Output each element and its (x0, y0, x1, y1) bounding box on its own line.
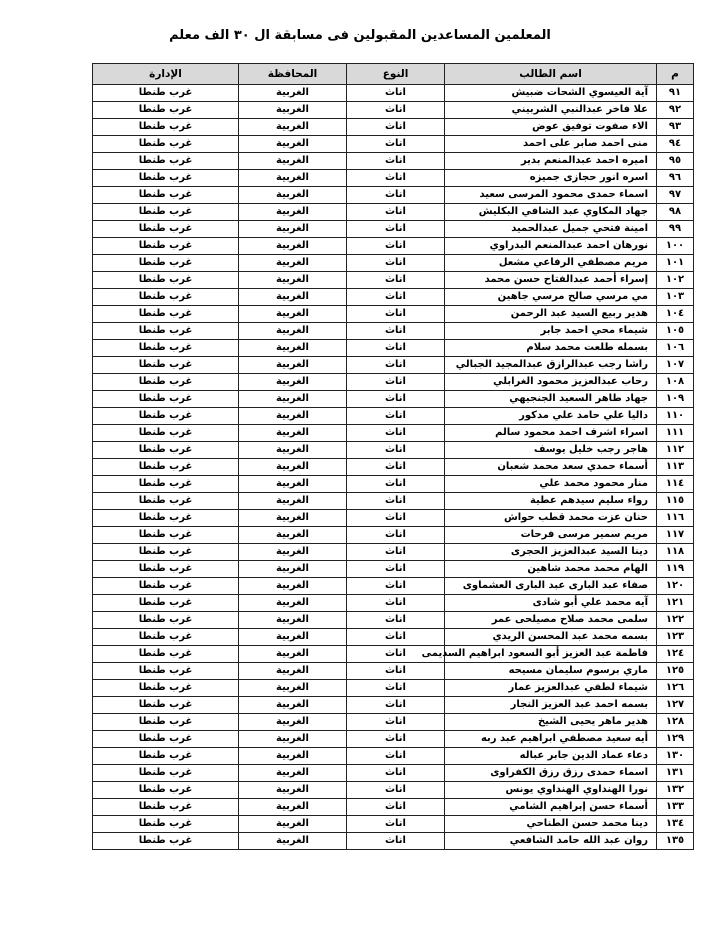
row-number-cell: ١١٩ (657, 561, 694, 578)
table-row (93, 816, 694, 833)
table-row (93, 833, 694, 850)
row-number-cell: ١٢٤ (657, 646, 694, 663)
row-number-cell: ١٣٠ (657, 748, 694, 765)
student-name-cell: صفاء عبد البارى عبد البارى العشماوى (445, 578, 657, 595)
student-name-cell: شيماء محي احمد جابر (445, 323, 657, 340)
administration-cell: غرب طنطا (93, 578, 239, 595)
table-header-row (93, 64, 694, 85)
administration-cell: غرب طنطا (93, 714, 239, 731)
administration-cell: غرب طنطا (93, 782, 239, 799)
administration-cell: غرب طنطا (93, 221, 239, 238)
student-name-cell: الهام محمد محمد شاهين (445, 561, 657, 578)
governorate-cell: الغربية (239, 238, 347, 255)
student-name-cell: رواء سليم سيدهم عطية (445, 493, 657, 510)
student-name-cell: حنان عزت محمد قطب حواش (445, 510, 657, 527)
row-number-cell: ١٢٥ (657, 663, 694, 680)
governorate-cell: الغربية (239, 663, 347, 680)
row-number-cell: ١٣٣ (657, 799, 694, 816)
row-number-cell: ١١٨ (657, 544, 694, 561)
administration-cell: غرب طنطا (93, 306, 239, 323)
student-name-cell: منار محمود محمد علي (445, 476, 657, 493)
gender-cell: اناث (347, 204, 445, 221)
gender-cell: اناث (347, 289, 445, 306)
administration-cell: غرب طنطا (93, 289, 239, 306)
student-name-cell: سلمى محمد صلاح مصيلحى عمر (445, 612, 657, 629)
student-name-cell: فاطمة عبد العزيز أبو السعود ابراهيم السديمى (445, 646, 657, 663)
row-number-cell: ١٢٧ (657, 697, 694, 714)
administration-cell: غرب طنطا (93, 493, 239, 510)
table-row (93, 340, 694, 357)
governorate-cell: الغربية (239, 629, 347, 646)
table-row (93, 306, 694, 323)
row-number-cell: ١١٥ (657, 493, 694, 510)
gender-cell: اناث (347, 697, 445, 714)
header-administration: الإدارة (93, 64, 239, 85)
gender-cell: اناث (347, 425, 445, 442)
gender-cell: اناث (347, 119, 445, 136)
governorate-cell: الغربية (239, 136, 347, 153)
gender-cell: اناث (347, 459, 445, 476)
gender-cell: اناث (347, 272, 445, 289)
administration-cell: غرب طنطا (93, 765, 239, 782)
gender-cell: اناث (347, 731, 445, 748)
student-name-cell: اسره انور حجازى جميزه (445, 170, 657, 187)
table-row (93, 799, 694, 816)
row-number-cell: ١٣٢ (657, 782, 694, 799)
administration-cell: غرب طنطا (93, 136, 239, 153)
table-row (93, 748, 694, 765)
row-number-cell: ١٢٢ (657, 612, 694, 629)
row-number-cell: ١١٣ (657, 459, 694, 476)
gender-cell: اناث (347, 136, 445, 153)
student-name-cell: منى احمد صابر على احمد (445, 136, 657, 153)
governorate-cell: الغربية (239, 221, 347, 238)
student-name-cell: إسراء أحمد عبدالفتاح حسن محمد (445, 272, 657, 289)
governorate-cell: الغربية (239, 816, 347, 833)
governorate-cell: الغربية (239, 612, 347, 629)
table-row (93, 765, 694, 782)
table-row (93, 680, 694, 697)
table-row (93, 136, 694, 153)
gender-cell: اناث (347, 799, 445, 816)
table-row (93, 153, 694, 170)
row-number-cell: ١١٤ (657, 476, 694, 493)
table-row (93, 595, 694, 612)
student-name-cell: اميره احمد عبدالمنعم بدير (445, 153, 657, 170)
gender-cell: اناث (347, 238, 445, 255)
gender-cell: اناث (347, 816, 445, 833)
administration-cell: غرب طنطا (93, 510, 239, 527)
gender-cell: اناث (347, 306, 445, 323)
table-row (93, 221, 694, 238)
table-row (93, 663, 694, 680)
administration-cell: غرب طنطا (93, 476, 239, 493)
gender-cell: اناث (347, 765, 445, 782)
administration-cell: غرب طنطا (93, 612, 239, 629)
student-name-cell: دينا السيد عبدالعزيز الحجرى (445, 544, 657, 561)
student-name-cell: علا فاخر عبدالنبي الشربيني (445, 102, 657, 119)
row-number-cell: ١٢٣ (657, 629, 694, 646)
student-name-cell: نورهان احمد عبدالمنعم البدراوي (445, 238, 657, 255)
gender-cell: اناث (347, 629, 445, 646)
row-number-cell: ٩٢ (657, 102, 694, 119)
administration-cell: غرب طنطا (93, 663, 239, 680)
gender-cell: اناث (347, 323, 445, 340)
administration-cell: غرب طنطا (93, 170, 239, 187)
row-number-cell: ١٠٦ (657, 340, 694, 357)
governorate-cell: الغربية (239, 289, 347, 306)
administration-cell: غرب طنطا (93, 697, 239, 714)
table-row (93, 646, 694, 663)
administration-cell: غرب طنطا (93, 527, 239, 544)
table-row (93, 697, 694, 714)
administration-cell: غرب طنطا (93, 816, 239, 833)
administration-cell: غرب طنطا (93, 425, 239, 442)
governorate-cell: الغربية (239, 527, 347, 544)
table-row (93, 459, 694, 476)
row-number-cell: ١٣٤ (657, 816, 694, 833)
header-number: م (657, 64, 694, 85)
governorate-cell: الغربية (239, 170, 347, 187)
governorate-cell: الغربية (239, 544, 347, 561)
header-gender: النوع (347, 64, 445, 85)
governorate-cell: الغربية (239, 765, 347, 782)
student-name-cell: هدير ماهر يحيى الشيخ (445, 714, 657, 731)
row-number-cell: ١٠٣ (657, 289, 694, 306)
row-number-cell: ١٠٢ (657, 272, 694, 289)
gender-cell: اناث (347, 595, 445, 612)
row-number-cell: ١٣٥ (657, 833, 694, 850)
governorate-cell: الغربية (239, 374, 347, 391)
student-name-cell: دينا محمد حسن الطناحي (445, 816, 657, 833)
gender-cell: اناث (347, 442, 445, 459)
student-name-cell: داليا علي حامد علي مدكور (445, 408, 657, 425)
administration-cell: غرب طنطا (93, 187, 239, 204)
governorate-cell: الغربية (239, 204, 347, 221)
administration-cell: غرب طنطا (93, 629, 239, 646)
gender-cell: اناث (347, 255, 445, 272)
table-body (93, 85, 694, 850)
student-name-cell: آية العيسوي الشحات ضبيش (445, 85, 657, 102)
gender-cell: اناث (347, 527, 445, 544)
administration-cell: غرب طنطا (93, 255, 239, 272)
gender-cell: اناث (347, 833, 445, 850)
table-row (93, 323, 694, 340)
administration-cell: غرب طنطا (93, 238, 239, 255)
administration-cell: غرب طنطا (93, 442, 239, 459)
gender-cell: اناث (347, 340, 445, 357)
table-row (93, 391, 694, 408)
student-name-cell: أسماء حمدي سعد محمد شعبان (445, 459, 657, 476)
governorate-cell: الغربية (239, 153, 347, 170)
row-number-cell: ١٠٩ (657, 391, 694, 408)
governorate-cell: الغربية (239, 323, 347, 340)
student-name-cell: الاء صفوت توفيق عوض (445, 119, 657, 136)
student-name-cell: مريم سمير مرسى فرحات (445, 527, 657, 544)
governorate-cell: الغربية (239, 442, 347, 459)
gender-cell: اناث (347, 102, 445, 119)
table-row (93, 119, 694, 136)
administration-cell: غرب طنطا (93, 595, 239, 612)
student-name-cell: جهاد المكاوي عبد الشافي البكليش (445, 204, 657, 221)
administration-cell: غرب طنطا (93, 272, 239, 289)
row-number-cell: ٩٣ (657, 119, 694, 136)
administration-cell: غرب طنطا (93, 408, 239, 425)
gender-cell: اناث (347, 476, 445, 493)
gender-cell: اناث (347, 85, 445, 102)
row-number-cell: ٩٧ (657, 187, 694, 204)
student-name-cell: امينة فتحي جميل عبدالحميد (445, 221, 657, 238)
governorate-cell: الغربية (239, 255, 347, 272)
governorate-cell: الغربية (239, 680, 347, 697)
administration-cell: غرب طنطا (93, 833, 239, 850)
governorate-cell: الغربية (239, 595, 347, 612)
row-number-cell: ١٣١ (657, 765, 694, 782)
administration-cell: غرب طنطا (93, 680, 239, 697)
gender-cell: اناث (347, 561, 445, 578)
gender-cell: اناث (347, 680, 445, 697)
table-row (93, 442, 694, 459)
row-number-cell: ١٢٨ (657, 714, 694, 731)
governorate-cell: الغربية (239, 714, 347, 731)
row-number-cell: ١٢٠ (657, 578, 694, 595)
student-name-cell: آيه محمد علي أبو شادى (445, 595, 657, 612)
gender-cell: اناث (347, 646, 445, 663)
administration-cell: غرب طنطا (93, 85, 239, 102)
row-number-cell: ٩٩ (657, 221, 694, 238)
administration-cell: غرب طنطا (93, 391, 239, 408)
governorate-cell: الغربية (239, 697, 347, 714)
governorate-cell: الغربية (239, 306, 347, 323)
student-name-cell: ماري برسوم سليمان مسيحه (445, 663, 657, 680)
table-row (93, 782, 694, 799)
table-row (93, 578, 694, 595)
governorate-cell: الغربية (239, 731, 347, 748)
row-number-cell: ١٠٠ (657, 238, 694, 255)
administration-cell: غرب طنطا (93, 748, 239, 765)
gender-cell: اناث (347, 493, 445, 510)
student-name-cell: بسمله طلعت محمد سلام (445, 340, 657, 357)
page-title: المعلمين المساعدين المقبولين فى مسابقة ال ٣٠ الف معلم (169, 28, 551, 43)
table-row (93, 272, 694, 289)
gender-cell: اناث (347, 408, 445, 425)
administration-cell: غرب طنطا (93, 731, 239, 748)
table-row (93, 544, 694, 561)
administration-cell: غرب طنطا (93, 102, 239, 119)
governorate-cell: الغربية (239, 340, 347, 357)
gender-cell: اناث (347, 612, 445, 629)
student-name-cell: اسماء حمدى رزق رزق الكفراوى (445, 765, 657, 782)
table-row (93, 238, 694, 255)
administration-cell: غرب طنطا (93, 204, 239, 221)
student-name-cell: بسمه احمد عبد العزيز النجار (445, 697, 657, 714)
gender-cell: اناث (347, 663, 445, 680)
row-number-cell: ١٠٤ (657, 306, 694, 323)
table-row (93, 714, 694, 731)
administration-cell: غرب طنطا (93, 459, 239, 476)
row-number-cell: ١١٠ (657, 408, 694, 425)
administration-cell: غرب طنطا (93, 119, 239, 136)
students-table (92, 63, 694, 850)
governorate-cell: الغربية (239, 187, 347, 204)
governorate-cell: الغربية (239, 578, 347, 595)
administration-cell: غرب طنطا (93, 544, 239, 561)
administration-cell: غرب طنطا (93, 646, 239, 663)
governorate-cell: الغربية (239, 561, 347, 578)
student-name-cell: اسراء اشرف احمد محمود سالم (445, 425, 657, 442)
gender-cell: اناث (347, 153, 445, 170)
table-row (93, 102, 694, 119)
row-number-cell: ١٠٨ (657, 374, 694, 391)
gender-cell: اناث (347, 578, 445, 595)
gender-cell: اناث (347, 510, 445, 527)
table-row (93, 204, 694, 221)
governorate-cell: الغربية (239, 391, 347, 408)
row-number-cell: ١٢٦ (657, 680, 694, 697)
row-number-cell: ٩٨ (657, 204, 694, 221)
administration-cell: غرب طنطا (93, 561, 239, 578)
student-name-cell: هدير ربيع السيد عبد الرحمن (445, 306, 657, 323)
student-name-cell: مي مرسي صالح مرسي جاهين (445, 289, 657, 306)
administration-cell: غرب طنطا (93, 799, 239, 816)
governorate-cell: الغربية (239, 510, 347, 527)
governorate-cell: الغربية (239, 425, 347, 442)
gender-cell: اناث (347, 714, 445, 731)
table-row (93, 289, 694, 306)
row-number-cell: ٩١ (657, 85, 694, 102)
governorate-cell: الغربية (239, 357, 347, 374)
student-name-cell: اسماء حمدى محمود المرسى سعيد (445, 187, 657, 204)
student-name-cell: دعاء عماد الدين جابر عباله (445, 748, 657, 765)
table-row (93, 357, 694, 374)
gender-cell: اناث (347, 187, 445, 204)
governorate-cell: الغربية (239, 646, 347, 663)
gender-cell: اناث (347, 748, 445, 765)
governorate-cell: الغربية (239, 476, 347, 493)
table-row (93, 493, 694, 510)
student-name-cell: هاجر رجب خليل يوسف (445, 442, 657, 459)
row-number-cell: ١٢١ (657, 595, 694, 612)
governorate-cell: الغربية (239, 782, 347, 799)
student-name-cell: شيماء لطفي عبدالعزيز عمار (445, 680, 657, 697)
gender-cell: اناث (347, 170, 445, 187)
header-governorate: المحافظة (239, 64, 347, 85)
governorate-cell: الغربية (239, 833, 347, 850)
governorate-cell: الغربية (239, 85, 347, 102)
administration-cell: غرب طنطا (93, 340, 239, 357)
gender-cell: اناث (347, 357, 445, 374)
gender-cell: اناث (347, 544, 445, 561)
student-name-cell: بسمه محمد عبد المحسن الريدي (445, 629, 657, 646)
table-row (93, 731, 694, 748)
student-name-cell: أيه سعيد مصطفي ابراهيم عبد ربه (445, 731, 657, 748)
row-number-cell: ٩٦ (657, 170, 694, 187)
table-row (93, 255, 694, 272)
table-row (93, 408, 694, 425)
row-number-cell: ١١٦ (657, 510, 694, 527)
header-student-name: اسم الطالب (445, 64, 657, 85)
row-number-cell: ١٠٧ (657, 357, 694, 374)
governorate-cell: الغربية (239, 408, 347, 425)
governorate-cell: الغربية (239, 799, 347, 816)
table-row (93, 612, 694, 629)
student-name-cell: أسماء حسن إبراهيم الشامي (445, 799, 657, 816)
administration-cell: غرب طنطا (93, 357, 239, 374)
governorate-cell: الغربية (239, 119, 347, 136)
table-row (93, 425, 694, 442)
row-number-cell: ١١١ (657, 425, 694, 442)
table-row (93, 629, 694, 646)
table-row (93, 510, 694, 527)
student-name-cell: راشا رجب عبدالرازق عبدالمجيد الجبالي (445, 357, 657, 374)
table-row (93, 561, 694, 578)
governorate-cell: الغربية (239, 493, 347, 510)
row-number-cell: ١٠٥ (657, 323, 694, 340)
table-row (93, 187, 694, 204)
governorate-cell: الغربية (239, 748, 347, 765)
governorate-cell: الغربية (239, 272, 347, 289)
administration-cell: غرب طنطا (93, 323, 239, 340)
student-name-cell: نورا الهنداوي الهنداوي يونس (445, 782, 657, 799)
table-row (93, 476, 694, 493)
table-row (93, 85, 694, 102)
gender-cell: اناث (347, 221, 445, 238)
row-number-cell: ١٢٩ (657, 731, 694, 748)
student-name-cell: روان عبد الله حامد الشافعي (445, 833, 657, 850)
student-name-cell: مريم مصطفي الرفاعي مشعل (445, 255, 657, 272)
administration-cell: غرب طنطا (93, 374, 239, 391)
table-row (93, 170, 694, 187)
governorate-cell: الغربية (239, 459, 347, 476)
governorate-cell: الغربية (239, 102, 347, 119)
gender-cell: اناث (347, 782, 445, 799)
row-number-cell: ١١٧ (657, 527, 694, 544)
gender-cell: اناث (347, 374, 445, 391)
student-name-cell: رحاب عبدالعزيز محمود الغرابلي (445, 374, 657, 391)
administration-cell: غرب طنطا (93, 153, 239, 170)
row-number-cell: ١٠١ (657, 255, 694, 272)
gender-cell: اناث (347, 391, 445, 408)
row-number-cell: ٩٤ (657, 136, 694, 153)
table-row (93, 527, 694, 544)
student-name-cell: جهاد طاهر السعيد الجنجيهي (445, 391, 657, 408)
row-number-cell: ٩٥ (657, 153, 694, 170)
row-number-cell: ١١٢ (657, 442, 694, 459)
table-row (93, 374, 694, 391)
